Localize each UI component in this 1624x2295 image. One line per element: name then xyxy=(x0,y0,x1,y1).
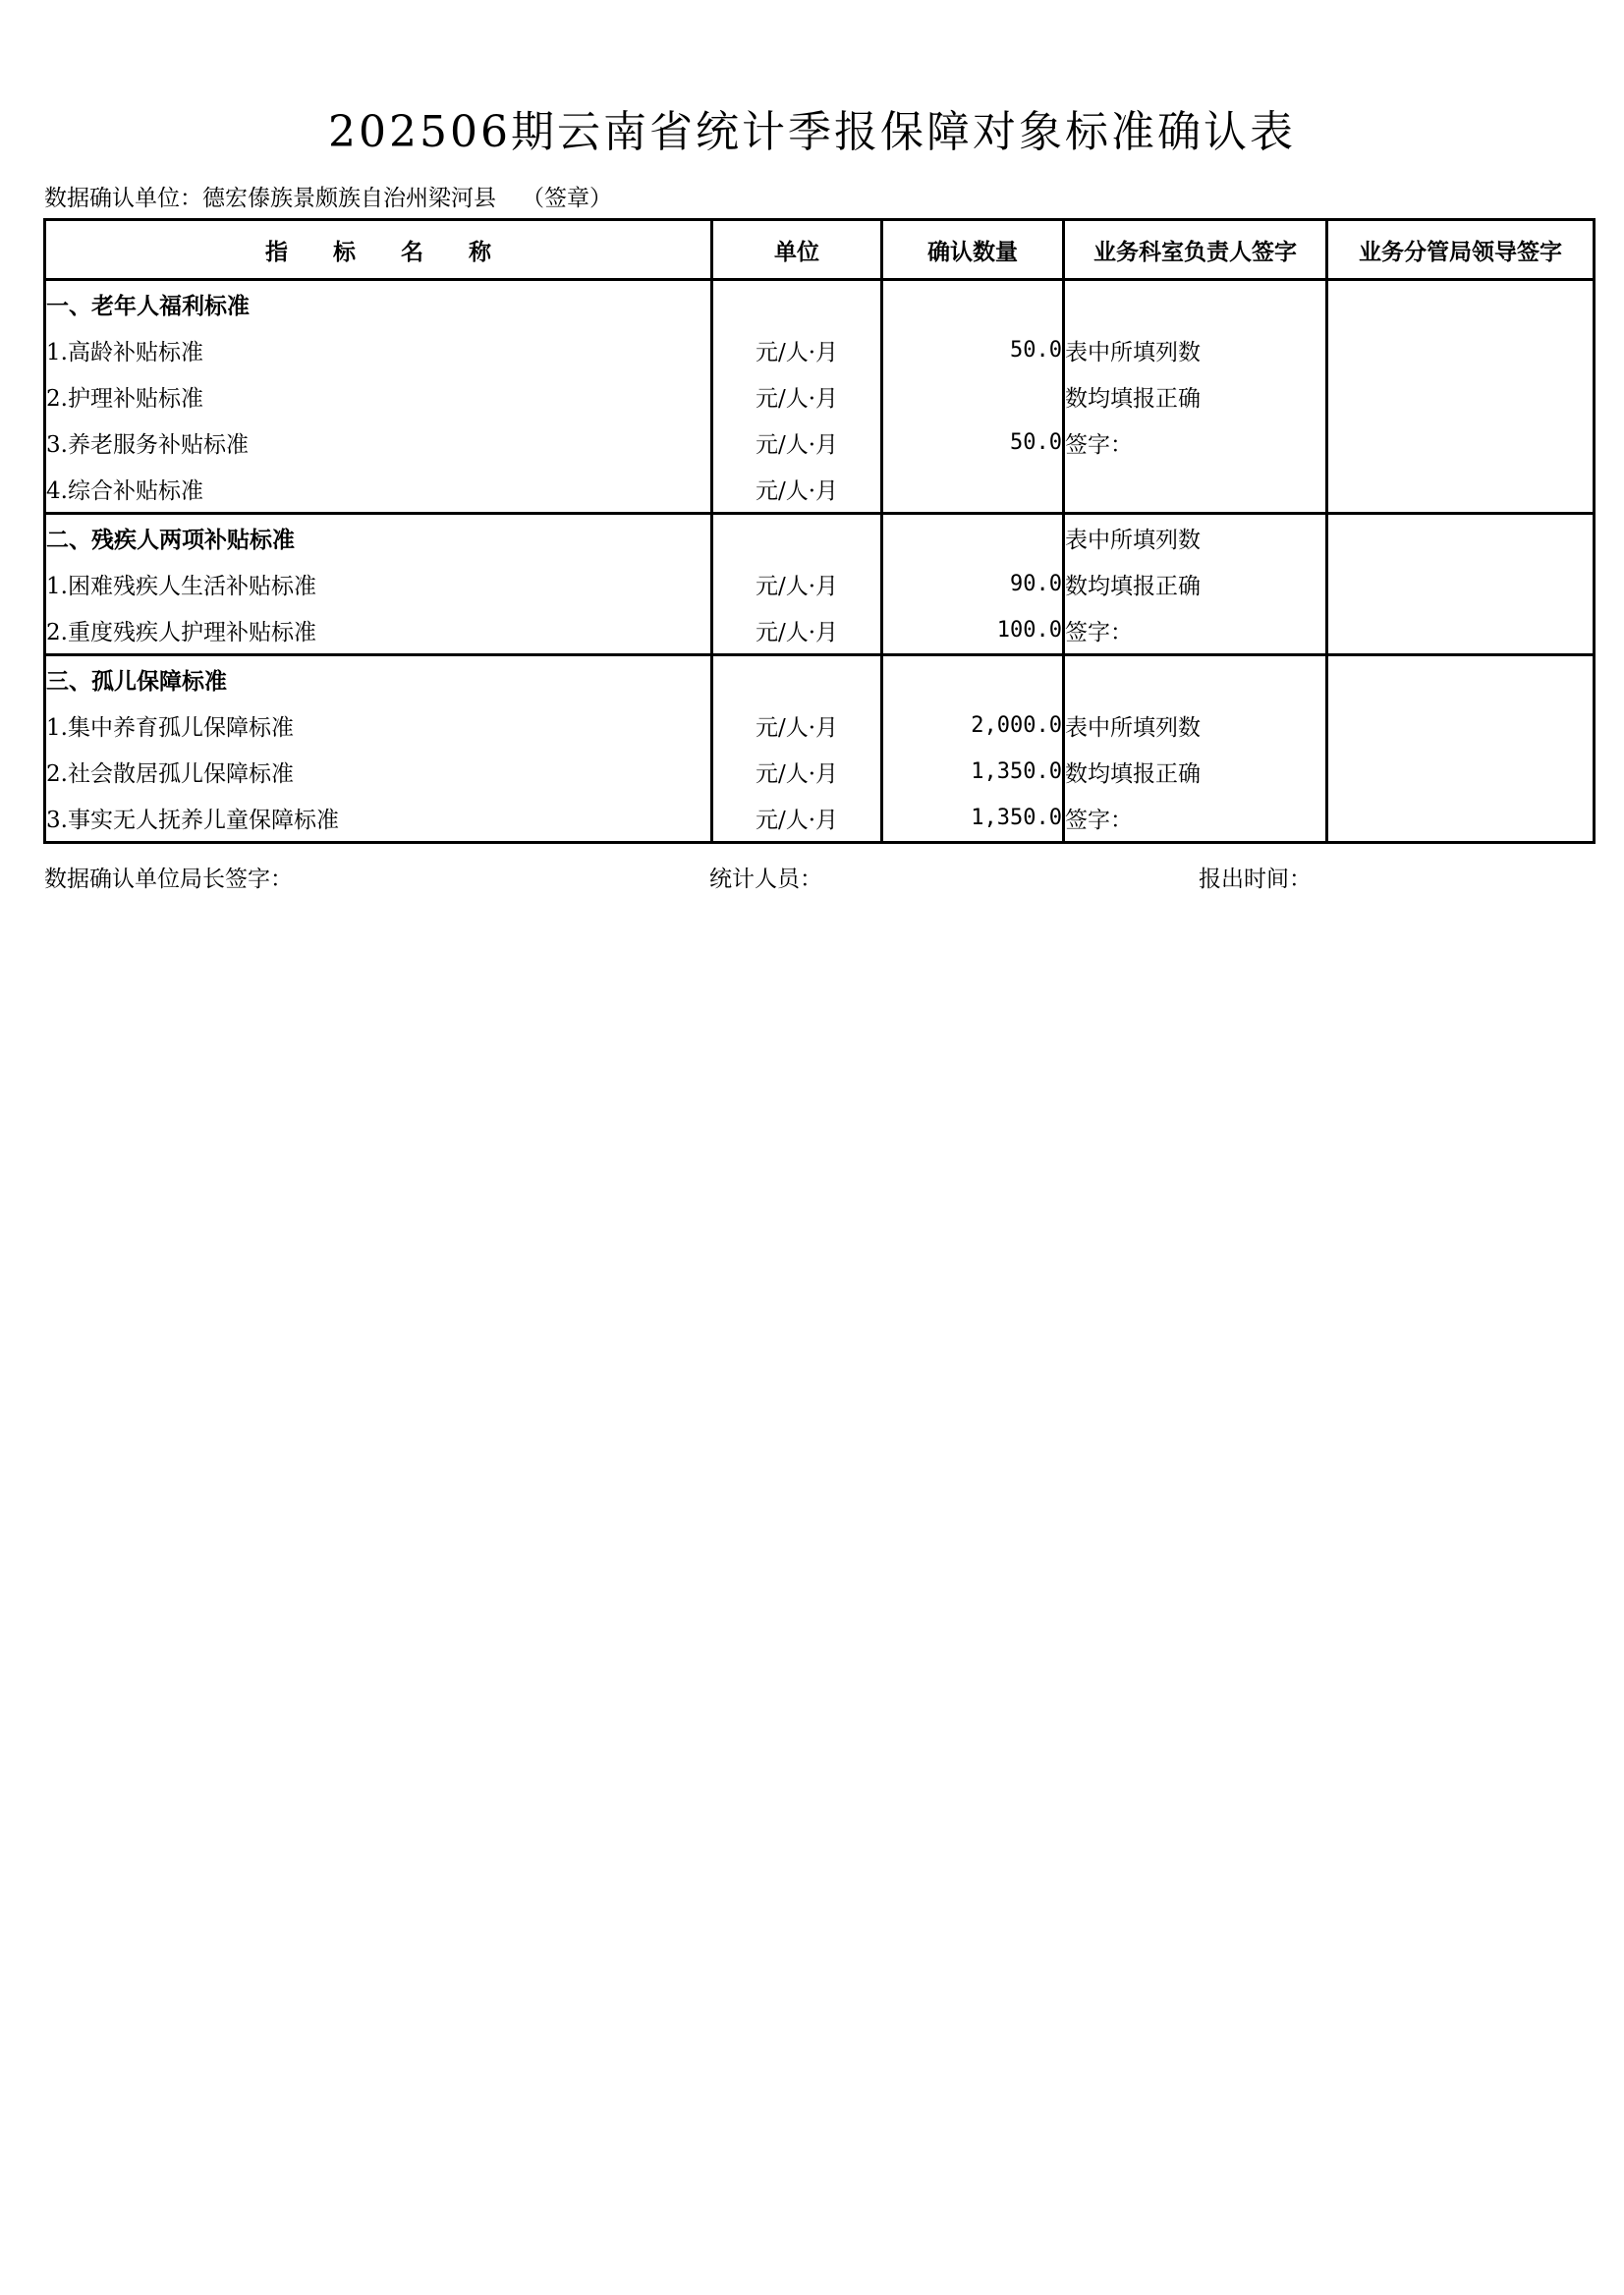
unit-cell: 元/人·月 xyxy=(712,749,882,795)
table-header-row xyxy=(45,220,1595,280)
indicator-name: 4.综合补贴标准 xyxy=(45,466,712,514)
dept-sign-label: 签字： xyxy=(1064,420,1327,466)
header-indicator-name: 指 标 名 称 xyxy=(45,220,712,280)
unit-cell: 元/人·月 xyxy=(712,466,882,514)
statistician-label: 统计人员： xyxy=(709,867,822,892)
empty-cell xyxy=(882,514,1064,562)
empty-cell xyxy=(712,280,882,328)
leader-sign-cell xyxy=(1327,373,1595,420)
qty-cell: 100.0 xyxy=(882,607,1064,655)
table-row xyxy=(45,749,1595,795)
table-row xyxy=(45,795,1595,843)
empty-cell xyxy=(1064,280,1327,328)
table-row xyxy=(45,420,1595,466)
indicator-name: 3.养老服务补贴标准 xyxy=(45,420,712,466)
empty-cell xyxy=(1064,655,1327,703)
header-confirmed-qty: 确认数量 xyxy=(882,220,1064,280)
standards-table xyxy=(43,218,1596,844)
leader-sign-cell xyxy=(1327,420,1595,466)
section-title: 一、老年人福利标准 xyxy=(45,280,712,328)
qty-cell: 1,350.0 xyxy=(882,749,1064,795)
indicator-name: 2.护理补贴标准 xyxy=(45,373,712,420)
qty-cell xyxy=(882,373,1064,420)
header-leader-sign: 业务分管局领导签字 xyxy=(1327,220,1595,280)
section-title: 三、孤儿保障标准 xyxy=(45,655,712,703)
section-row xyxy=(45,280,1595,328)
leader-sign-cell xyxy=(1327,655,1595,703)
leader-sign-cell xyxy=(1327,561,1595,607)
indicator-name: 1.集中养育孤儿保障标准 xyxy=(45,702,712,749)
leader-sign-cell xyxy=(1327,702,1595,749)
indicator-name: 3.事实无人抚养儿童保障标准 xyxy=(45,795,712,843)
unit-cell: 元/人·月 xyxy=(712,420,882,466)
indicator-name: 2.社会散居孤儿保障标准 xyxy=(45,749,712,795)
qty-cell: 50.0 xyxy=(882,327,1064,373)
dept-sign-label: 签字： xyxy=(1064,607,1327,655)
leader-sign-cell xyxy=(1327,795,1595,843)
leader-sign-cell xyxy=(1327,327,1595,373)
dept-sign-note: 数均填报正确 xyxy=(1064,561,1327,607)
empty-cell xyxy=(712,655,882,703)
empty-cell xyxy=(712,514,882,562)
header-dept-sign: 业务科室负责人签字 xyxy=(1064,220,1327,280)
section-row xyxy=(45,655,1595,703)
qty-cell xyxy=(882,466,1064,514)
table-row xyxy=(45,327,1595,373)
unit-cell: 元/人·月 xyxy=(712,702,882,749)
indicator-name: 2.重度残疾人护理补贴标准 xyxy=(45,607,712,655)
header-unit: 单位 xyxy=(712,220,882,280)
leader-sign-cell xyxy=(1327,466,1595,514)
dept-sign-note: 表中所填列数 xyxy=(1064,514,1327,562)
director-sign-label: 数据确认单位局长签字： xyxy=(44,867,293,892)
qty-cell: 90.0 xyxy=(882,561,1064,607)
leader-sign-cell xyxy=(1327,280,1595,328)
table-row xyxy=(45,702,1595,749)
confirm-unit-label: 数据确认单位：德宏傣族景颇族自治州梁河县 xyxy=(44,186,496,211)
empty-cell xyxy=(1064,466,1327,514)
section-title: 二、残疾人两项补贴标准 xyxy=(45,514,712,562)
dept-sign-note: 数均填报正确 xyxy=(1064,373,1327,420)
table-row xyxy=(45,607,1595,655)
qty-cell: 1,350.0 xyxy=(882,795,1064,843)
page-title: 202506期云南省统计季报保障对象标准确认表 xyxy=(328,107,1296,157)
unit-cell: 元/人·月 xyxy=(712,373,882,420)
table-row xyxy=(45,466,1595,514)
confirm-unit-line xyxy=(44,180,612,212)
dept-sign-note: 表中所填列数 xyxy=(1064,327,1327,373)
dept-sign-label: 签字： xyxy=(1064,795,1327,843)
empty-cell xyxy=(882,280,1064,328)
table-row xyxy=(45,561,1595,607)
unit-cell: 元/人·月 xyxy=(712,561,882,607)
leader-sign-cell xyxy=(1327,749,1595,795)
unit-cell: 元/人·月 xyxy=(712,795,882,843)
indicator-name: 1.困难残疾人生活补贴标准 xyxy=(45,561,712,607)
report-time-label: 报出时间： xyxy=(1199,867,1312,892)
qty-cell: 2,000.0 xyxy=(882,702,1064,749)
dept-sign-note: 数均填报正确 xyxy=(1064,749,1327,795)
section-row xyxy=(45,514,1595,562)
unit-cell: 元/人·月 xyxy=(712,607,882,655)
empty-cell xyxy=(882,655,1064,703)
leader-sign-cell xyxy=(1327,514,1595,562)
dept-sign-note: 表中所填列数 xyxy=(1064,702,1327,749)
indicator-name: 1.高龄补贴标准 xyxy=(45,327,712,373)
qty-cell: 50.0 xyxy=(882,420,1064,466)
leader-sign-cell xyxy=(1327,607,1595,655)
seal-label: （签章） xyxy=(522,186,612,211)
unit-cell: 元/人·月 xyxy=(712,327,882,373)
table-row xyxy=(45,373,1595,420)
